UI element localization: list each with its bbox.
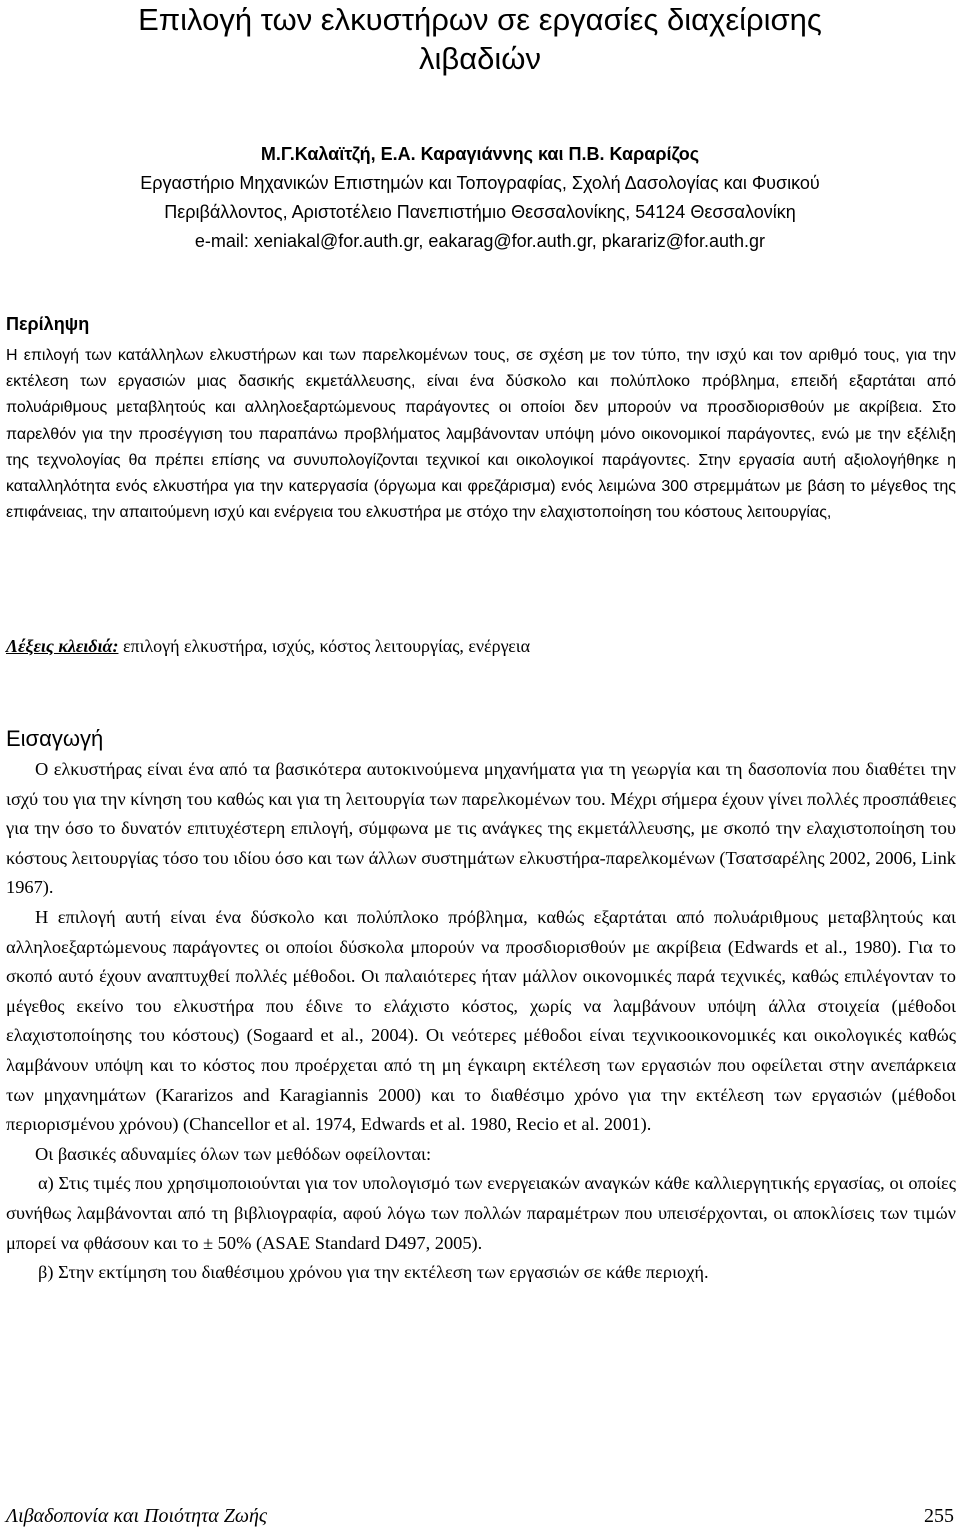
title-line-2: λιβαδιών — [419, 41, 541, 76]
intro-list-item-a: α) Στις τιμές που χρησιμοποιούνται για τον υπολογισμό των ενεργειακών αναγκών κάθε καλλιεργητικής εργασίας, οι οποίες συνήθως λαμβάνονται από τη βιβλιογραφία, αφού λόγω των πολλών παραμέτρων που υπεισέρχονται, οι αποκλίσεις των τιμών μπορεί να φθάσουν και το ± 50% (ASAE Standard D497, 2005). — [6, 1173, 956, 1253]
title-line-1: Επιλογή των ελκυστήρων σε εργασίες διαχείρισης — [138, 2, 822, 37]
footer-page-number: 255 — [924, 1505, 954, 1527]
footer-journal-name: Λιβαδοπονία και Ποιότητα Ζωής — [6, 1505, 268, 1527]
keywords-label: Λέξεις κλειδιά: — [6, 636, 119, 656]
intro-paragraph-1: Ο ελκυστήρας είναι ένα από τα βασικότερα αυτοκινούμενα μηχανήματα για τη γεωργία και τη δασοπονία που διαθέτει την ισχύ του για την κίνηση του καθώς και για τη λειτουργία των παρελκομένων του. Μέχρι σήμερα έχουν γίνει πολλές προσπάθειες για την όσο το δυνατόν επιτυχέστερη επιλογή, σύμφωνα με τις ανάγκες της εκμετάλλευσης, με σκοπό την ελαχιστοποίηση του κόστους λειτουργίας τόσο του ιδίου όσο και των άλλων συστημάτων ελκυστήρα-παρελκομένων (Τσατσαρέλης 2002, 2006, Link 1967). — [6, 759, 956, 898]
authors: Μ.Γ.Καλαϊτζή, Ε.Α. Καραγιάννης και Π.Β. Καραρίζος — [260, 144, 700, 164]
keywords — [6, 636, 530, 657]
email-label: e-mail: — [194, 231, 249, 251]
paper-title — [40, 0, 920, 78]
abstract-text: Η επιλογή των κατάλληλων ελκυστήρων και των παρελκομένων τους, σε σχέση με τον τύπο, την ισχύ και τον αριθμό τους, για την εκτέλεση των εργασιών μιας δασικής εκμετάλλευσης, είναι ένα δύσκολο και πολύπλοκο πρόβλημα, επειδή εξαρτάται από πολυάριθμους μεταβλητούς και αλληλοεξαρτώμενους παράγοντες οι οποίοι δεν μπορούν να προσδιορισθούν με ακρίβεια. Στο παρελθόν για την προσέγγιση του παραπάνω προβλήματος λαμβάνονταν υπόψη μόνο οικονομικοί παράγοντες, ενώ με την εξέλιξη της τεχνολογίας θα πρέπει επίσης να συνυπολογίζονται τεχνικοί και οικολογικοί παράγοντες. Στην εργασία αυτή αξιολογήθηκε η καταλληλότητα ενός ελκυστήρα για την κατεργασία (όργωμα και φρεζάρισμα) ενός λειμώνα 300 στρεμμάτων με βάση το μέγεθος της επιφάνειας, την απαιτούμενη ισχύ και ενέργεια του ελκυστήρα με στόχο την ελαχιστοποίηση του κόστους λειτουργίας, — [6, 347, 956, 522]
email-line — [10, 227, 950, 256]
intro-paragraph-2: Η επιλογή αυτή είναι ένα δύσκολο και πολύπλοκο πρόβλημα, καθώς εξαρτάται από πολυάριθμους μεταβλητούς και αλληλοεξαρτώμενους παράγοντες οι οποίοι δύσκολα μπορούν να προσδιορισθούν με ακρίβεια (Edwards et al., 1980). Για το σκοπό αυτό έχουν αναπτυχθεί πολλές μέθοδοι. Οι παλαιότερες ήταν μάλλον οικονομικές παρά τεχνικές, καθώς επιλέγονταν το μέγεθος εκείνο του ελκυστήρα που έδινε το ελάχιστο κόστος, χωρίς να λαμβάνουν υπόψη άλλα στοιχεία (μέθοδοι ελαχιστοποίησης του κόστους) (Sogaard et al., 2004). Οι νεότερες μέθοδοι είναι τεχνικοοικονομικές και οικολογικές καθώς λαμβάνουν υπόψη και το κόστος που προέρχεται από τη μη έγκαιρη εκτέλεση των εργασιών που οφείλεται στην ανεπάρκεια των μηχανημάτων (Kararizos and Karagiannis 2000) και το διαθέσιμο χρόνο για την εκτέλεση των εργασιών (μέθοδοι περιορισμένου χρόνου) (Chancellor et al. 1974, Edwards et al. 1980, Recio et al. 2001). — [6, 906, 956, 1135]
affiliation-line-2: Περιβάλλοντος, Αριστοτέλειο Πανεπιστήμιο Θεσσαλονίκης, 54124 Θεσσαλονίκη — [164, 202, 796, 222]
intro-heading: Εισαγωγή — [6, 726, 104, 751]
intro-list-item-b: β) Στην εκτίμηση του διαθέσιμου χρόνου για την εκτέλεση των εργασιών σε κάθε περιοχή. — [38, 1262, 709, 1283]
keywords-text: επιλογή ελκυστήρα, ισχύς, κόστος λειτουργίας, ενέργεια — [118, 636, 531, 656]
intro-paragraph-3: Οι βασικές αδυναμίες όλων των μεθόδων οφείλονται: — [35, 1143, 432, 1164]
author-block — [10, 140, 950, 256]
email-addresses: xeniakal@for.auth.gr, eakarag@for.auth.gr, pkarariz@for.auth.gr — [253, 231, 766, 251]
intro-body — [6, 755, 956, 1288]
affiliation-line-1: Εργαστήριο Μηχανικών Επιστημών και Τοπογραφίας, Σχολή Δασολογίας και Φυσικού — [140, 173, 820, 193]
abstract-heading: Περίληψη — [6, 314, 90, 334]
